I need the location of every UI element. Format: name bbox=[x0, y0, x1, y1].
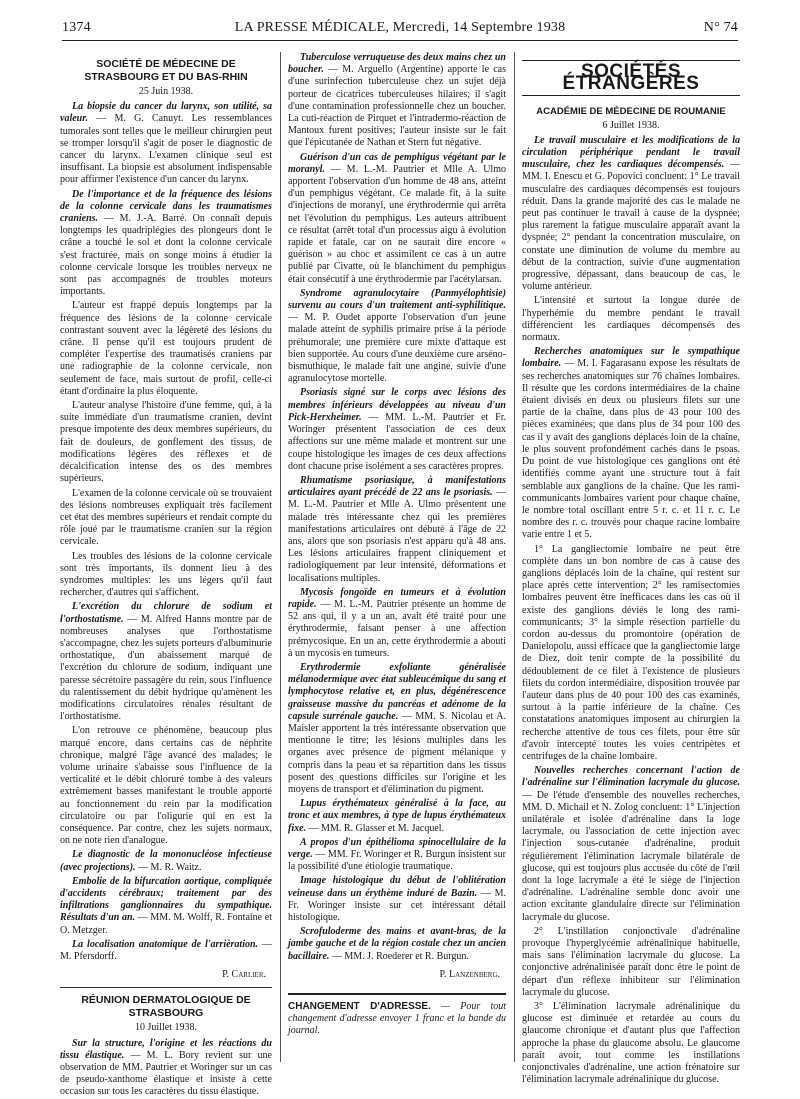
article-body: — M. Alfred Hanns montre par de nombreuses analyses que l'orthostatisme s'accompagne, chez les sujets porteurs d'albuminurie orthostatique, d'un abaissement marqué de l'excrétion du chlorure de sodium, indiquant une paresse sécrétoire passagère du rein, sous l'influence du ralentissement du débit hydrique qu'amènent les modifications circulatoires rénales résultant de l'orthostatisme. bbox=[60, 613, 272, 723]
article-paragraph bbox=[288, 387, 506, 472]
section-date: 25 Juin 1938. bbox=[138, 86, 194, 97]
article-body: — MM. I. Enescu et G. Popovici concluent: 1° Le travail musculaire des cardiaques décompensés est toujours réduit. Dans la grande majorité des cas le malade ne peut pas continuer le travail à cause de la dyspnée; plus rarement la fatigue musculaire apparaît avant la dyspnée; 2° pendant la concentration musculaire, on constate une diminution de volume du membre au début de la contraction, suivie d'une augmentation progressive, dépassant, dans beaucoup de cas, le volume antérieur. bbox=[522, 159, 741, 293]
article-body: 1° La gangliectomie lombaire ne peut être complète dans un bon nombre de cas à cause des ganglions déplacés loin de la chaîne, qui restent sur place après cette intervention; 2° les ramisectomies lombaires peuvent être inefficaces dans les cas où il existe des ganglions déviés le long des rami-communicants; 3° la simple résection partielle du cordon au-dessus du promontoire (opération de Danielopolu, aussi efficace que la gangliectomie large de Diez, doit tenir compte de la possibilité du dédoublement de ce filet à l'existence de plusieurs filets du cordon intermédiaire, disposition trouvée par l'auteur dans plus de 40 pour 100 des cas examinés, surtout à la partie inférieure de la chaîne. Ces constatations anatomiques imposent au chirurgien la recherche attentive de tous ces filets, pour être sûr d'avoir intercepté toutes les voies centripètes et centrifuges de la chaîne lombaire. bbox=[522, 543, 740, 762]
article-paragraph bbox=[60, 189, 272, 299]
article-paragraph bbox=[522, 295, 740, 344]
article-paragraph bbox=[522, 1001, 740, 1086]
article-paragraph bbox=[522, 926, 740, 999]
article-paragraph bbox=[522, 346, 740, 541]
column-2 bbox=[288, 52, 506, 1072]
article-body: — MM. Fr. Woringer et R. Burgun insistent sur la possibilité d'une étiologie traumatique. bbox=[288, 849, 506, 873]
article-paragraph bbox=[60, 939, 272, 963]
article-title: Psoriasis signé sur le corps avec lésions des membres inférieurs développées au niveau d'un Pick-Herxheimer. bbox=[288, 387, 506, 423]
article-title: Tuberculose verruqueuse des deux mains chez un boucher. bbox=[288, 52, 506, 76]
signature: P. Lanzenberg. bbox=[439, 968, 500, 980]
address-change-notice bbox=[288, 993, 506, 1038]
article-body: L'auteur est frappé depuis longtemps par la fréquence des lésions de la colonne cervicale contrastant souvent avec la légèreté des lésions du crâne. Il pense qu'il est toujours prudent de compléter l'expertise des traumatisés craniens par une radiographie de la colonne cervicale, non seulement de face, mais surtout de profil, celle-ci étant d'ordinaire la plus éloquente. bbox=[60, 300, 272, 397]
column-1 bbox=[60, 52, 273, 1098]
section-date: 10 Juillet 1938. bbox=[135, 1022, 197, 1034]
article-body: — M. L.-M. Pautrier présente un homme de 52 ans qui, il y a un an, avait été traité pour une érythrodermie, faisant penser à une affection prémycosique. En un an, cette érythrodermie a abouti à un mycosis en tumeurs. bbox=[288, 598, 506, 659]
article-paragraph bbox=[60, 849, 272, 873]
column-3 bbox=[522, 52, 741, 1086]
section-title: RÉUNION DERMATOLOGIQUE DE STRASBOURG bbox=[81, 994, 251, 1020]
article-paragraph bbox=[288, 926, 506, 963]
article-paragraph bbox=[288, 152, 506, 286]
notice-text: — Pour tout changement d'adresse envoyer 1 franc et la bande du journal. bbox=[288, 1001, 506, 1037]
article-body: — M. Pfersdorff. bbox=[60, 938, 273, 963]
article-body: 2° L'instillation conjonctivale d'adrénaline provoque l'hyperglycémie adrénalinique habituelle, mais sans l'élimination lacrymale du glucose. La conjonctive adrénalinisée paraît donc être le point de départ d'un réflexe inhibiteur sur l'élimination lacrymale du glucose. bbox=[522, 925, 740, 998]
article-body: 3° L'élimination lacrymale adrénalinique du glucose est diminuée et retardée au cours du glaucome chronique et d'autant plus que l'affection approche la phase du glaucome absolu. Le glaucome paraît avoir, tout comme les instillations conjonctivales d'adrénaline, une action frénatoire sur l'élimination lacrymale adrénalinique du glucose. bbox=[522, 1001, 740, 1086]
article-paragraph bbox=[522, 135, 740, 294]
article-paragraph bbox=[60, 876, 272, 937]
article-title: L'excrétion du chlorure de sodium et l'orthostatisme. bbox=[60, 601, 272, 625]
article-body: — MM. R. Glasser et M. Jacquel. bbox=[306, 822, 445, 834]
article-paragraph bbox=[60, 300, 272, 398]
article-body: — M. J.-A. Barré. On connaît depuis longtemps les quadriplégies des plongeurs dont le crâne a touché le sol et dont la colonne cervicale s'est fracturée, mais on songe moins à étudier la colonne cervicale lorsque les troubles nerveux ne sont pas accompagnés de troubles moteurs importants. bbox=[60, 213, 272, 298]
article-title: Mycosis fongoïde en tumeurs et à évolution rapide. bbox=[288, 586, 506, 610]
signature: P. Carlier. bbox=[222, 969, 266, 981]
article-title: Sur la structure, l'origine et les réactions du tissu élastique. bbox=[60, 1037, 272, 1061]
article-body: — De l'étude d'ensemble des nouvelles recherches, MM. D. Michail et N. Zolog concluent: 1° L'injection unilatérale et isolée d'adrénaline dans la loge lacrymale, ou l'association de cette injection avec l'injection sous-cutanée d'adrénaline, produit régulièrement l'élimination lacrymale bilatérale de glucose, qui est toujours plus accusée du côté de l'œil dont la loge lacrymale a été le siège de l'injection d'adrénaline. L'adrénaline semble donc avoir une action excitante glandulaire directe sur l'élimination lacrymale du glucose. bbox=[522, 789, 740, 923]
article-body: L'auteur analyse l'histoire d'une femme, qui, à la suite immédiate d'un traumatisme cranien, devint presque impotente des deux membres supérieurs, du fait de douleurs, de gonflement des tissus, de modifications légères des réflexes et de décalcification intense des os des membres supérieurs. bbox=[60, 400, 272, 485]
article-body: — M. I. Fagarasanu expose les résultats de ses recherches anatomiques sur 76 chaînes lombaires. Il résulte que les cordons intermédiaires de la chaîne étaient divisés en deux ou plusieurs filets sur une partie de la chaîne, dans plus de 43 pour 100 des pièces examinées; que dans plus de 34 pour 100 des cas il y avait des ganglions déplacés loin de la chaîne, le plus souvent profondément cachés dans le psoas. Du point de vue histologique ces ganglions ont été identifiés comme ayant une structure tout à fait semblable aux ganglions de la chaîne. Que les rami-communicants lombaires varient pour chaque chaîne, le nombre total oscillant entre 5 r. c. et 11 r. c. Le nombre des r. c. trouvés pour chaque racine lombaire varie entre 1 et 5. bbox=[522, 358, 740, 541]
article-paragraph bbox=[60, 601, 272, 723]
article-paragraph bbox=[288, 475, 506, 585]
article-body: — M. Arguello (Argentine) apporte le cas d'une surinfection tuberculeuse chez un sujet déjà porteur de cicatrices tuberculeuses hilaires; il s'agit d'une contamination professionnelle chez un boucher. La cuti-réaction de Pirquet et l'intradermo-réaction de Mantoux furent positives; l'auteur insiste sur le fait que l'épicutanée de Nathan et Stern fut négative. bbox=[288, 64, 506, 149]
article-body: — M. P. Oudet apporte l'observation d'un jeune malade atteint de syphilis primaire prise à la période préhumorale; une première cure mixte d'attaque est bien supportée. Au cours d'une deuxième cure arséno-bismuthique, le malade fait une angine, suivie d'une agranulocytose mortelle. bbox=[288, 312, 506, 385]
article-paragraph bbox=[60, 1038, 272, 1099]
section-date: 6 Juillet 1938. bbox=[602, 119, 660, 131]
article-title: Syndrome agranulocytaire (Panmyélophtisie) survenu au cours d'un traitement anti-syphilitique. bbox=[288, 287, 506, 312]
article-paragraph bbox=[288, 837, 506, 874]
article-body: — M. Fr. Woringer insiste sur cet intéressant détail histologique. bbox=[288, 887, 506, 924]
section-subtitle: ACADÉMIE DE MÉDECINE DE ROUMANIE bbox=[536, 106, 726, 118]
article-title: Lupus érythémateux généralisé à la face, au tronc et aux membres, à type de lupus érythémateux fixe. bbox=[288, 798, 506, 834]
journal-title: LA PRESSE MÉDICALE, Mercredi, 14 Septembre 1938 bbox=[234, 20, 566, 35]
article-paragraph bbox=[60, 488, 272, 549]
article-body: — MM. J. Roederer et R. Burgun. bbox=[329, 950, 469, 962]
page-header bbox=[62, 18, 738, 41]
article-paragraph bbox=[60, 725, 272, 847]
column-divider bbox=[514, 52, 515, 1062]
article-body: — M. G. Canuyt. Les ressemblances tumorales sont telles que le meilleur chirurgien peut se tromper lorsqu'il s'agit de poser le diagnostic de cancer du larynx. L'examen clinique seul est insuffisant. La biopsie est absolument indispensable pour affirmer l'existence d'un cancer du larynx. bbox=[60, 113, 272, 186]
article-body: — M. L.-M. Pautrier et Mlle A. Ulmo présentent une malade très intéressante chez qui les premières manifestations articulaires ont débuté à l'âge de 22 ans, alors que son psoriasis n'est apparu qu'à 48 ans. Les lésions articulaires frappent cliniquement et radiologiquement par leur intensité, déformations et localisations multiples. bbox=[288, 487, 506, 584]
section-title: SOCIÉTÉ DE MÉDECINE DE STRASBOURG ET DU BAS-RHIN bbox=[84, 58, 248, 83]
article-title: Nouvelles recherches concernant l'action de l'adrénaline sur l'élimination lacrymale du glucose. bbox=[522, 765, 740, 789]
article-title: A propos d'un épithélioma spinocellulaire de la verge. bbox=[288, 836, 506, 860]
article-title: Le diagnostic de la mononucléose infectieuse (avec projections). bbox=[60, 849, 272, 873]
article-title: Embolie de la bifurcation aortique, compliquée d'accidents cérébraux; traitement par des infiltrations ganglionnaires du sympathique. Résultats d'un an. bbox=[60, 875, 272, 924]
section-entries bbox=[60, 101, 272, 963]
section-separator bbox=[60, 987, 272, 988]
article-body: — M. R. Waitz. bbox=[135, 861, 202, 873]
article-body: L'examen de la colonne cervicale où se trouvaient des lésions nombreuses expliquait très facilement cet état des membres supérieurs et rendait compte du rôle joué par le traumatisme cranien sur la région cervicale. bbox=[60, 487, 272, 548]
article-title: Erythrodermie exfoliante généralisée mélanodermique avec état subleucémique du sang et lymphocytose relative et, en plus, dégénérescence graisseuse massive du pancréas et adénome de la capsule surrénale gauche. bbox=[288, 661, 506, 722]
article-body: Les troubles des lésions de la colonne cervicale sont très importants, ils donnent lieu à des syndromes multiples: les uns légers qu'il faut rechercher, d'autres qui s'affichent. bbox=[60, 550, 272, 599]
article-title: Guérison d'un cas de pemphigus végétant par le moranyl. bbox=[288, 151, 506, 175]
article-body: — M. L.-M. Pautrier et Mlle A. Ulmo apportent l'observation d'un homme de 48 ans, atteint d'un pemphigus végétant. Ce malade fit, à la suite d'injections de moranyl, une érythrodermie qui arrêta net l'évolution du pemphigus. Les auteurs attribuent ce résultat (arrêt total d'un processus aigu à évolution rapide et fatale, car on ne saurait dire encore « guérison » au choc et assimilent ce cas à un autre publié par Civatte, où le blanchiment du pemphigus était consécutif à une érythrodermie par l'acétylarsan. bbox=[288, 163, 506, 285]
article-title: Le travail musculaire et les modifications de la circulation périphérique pendant le travail musculaire, chez les cardiaques décompensés. bbox=[522, 134, 740, 171]
column-divider bbox=[280, 52, 281, 1062]
article-paragraph bbox=[60, 101, 272, 186]
article-paragraph bbox=[288, 662, 506, 796]
article-title: Image histologique du début de l'oblitération veineuse dans un érythème induré de Bazin. bbox=[288, 875, 506, 899]
article-paragraph bbox=[288, 875, 506, 924]
article-title: De l'importance et de la fréquence des lésions de la colonne cervicale dans les traumatismes craniens. bbox=[60, 188, 272, 225]
article-title: La biopsie du cancer du larynx, son utilité, sa valeur. bbox=[60, 101, 272, 125]
page-number: 1374 bbox=[62, 20, 91, 35]
notice-title: CHANGEMENT D'ADRESSE. bbox=[288, 1001, 431, 1013]
article-title: La localisation anatomique de l'arrièration. bbox=[72, 938, 259, 950]
section-entries bbox=[288, 52, 506, 963]
article-paragraph bbox=[60, 551, 272, 600]
article-body: — MM. L.-M. Pautrier et Fr. Woringer présentent l'association de ces deux affections sur une même malade et montrent sur une coupe histologique les images de ces deux affections dont chacune prise isolément a ses caractères propres. bbox=[288, 411, 506, 472]
article-body: L'intensité et surtout la longue durée de l'hyperhémie du membre pendant le travail différencient les cardiaques décompensés des normaux. bbox=[522, 295, 740, 344]
article-body: — MM. M. Wolff, R. Fontaine et O. Metzger. bbox=[60, 912, 272, 936]
section-entries bbox=[522, 135, 740, 1087]
article-paragraph bbox=[60, 400, 272, 485]
article-title: Recherches anatomiques sur le sympathique lombaire. bbox=[522, 346, 740, 370]
article-paragraph bbox=[288, 288, 506, 386]
article-body: L'on retrouve ce phénomène, beaucoup plus marqué encore, dans certains cas de néphrite chronique, malgré l'âge avancé des malades; le volume urinaire s'abaisse sous l'influence de la verticalité et le débit chloruré tombe à des valeurs extrêmement basses manifestant le trouble apporté au fonctionnement du rein par la modification circulatoire ou par l'oligurie qui en est la conséquence. Par contre, chez les sujets normaux, on ne note rien d'analogue. bbox=[60, 725, 272, 847]
article-paragraph bbox=[288, 587, 506, 660]
article-body: — MM. S. Nicolau et A. Maisler apportent la très intéressante observation que mentionne le titre; les lésions multiples dans les organes avec présence de pigment mélanique y compris dans la peau et sa répartition dans les tissus posent des questions difficiles sur l'origine et les moyens de transport et d'élimination du pigment. bbox=[288, 710, 506, 795]
article-body: — M. L. Bory revient sur une observation de MM. Pautrier et Woringer sur un cas de pseudo-xanthome élastique et insiste à cette occasion sur tous les caractères du tissu élastique. bbox=[60, 1049, 272, 1098]
section-heading: SOCIÉTÉS ÉTRANGÈRES bbox=[522, 60, 740, 96]
article-paragraph bbox=[288, 52, 506, 150]
article-title: Scrofuloderme des mains et avant-bras, de la jambe gauche et de la région costale chez un ancien bacillaire. bbox=[288, 926, 506, 962]
article-title: Rhumatisme psoriasique, à manifestations articulaires ayant précédé de 22 ans le psoriasis. bbox=[288, 474, 506, 499]
section-entries bbox=[60, 1038, 272, 1099]
article-paragraph bbox=[288, 798, 506, 835]
article-paragraph bbox=[522, 544, 740, 764]
article-paragraph bbox=[522, 765, 740, 924]
issue-number: N° 74 bbox=[703, 20, 738, 35]
